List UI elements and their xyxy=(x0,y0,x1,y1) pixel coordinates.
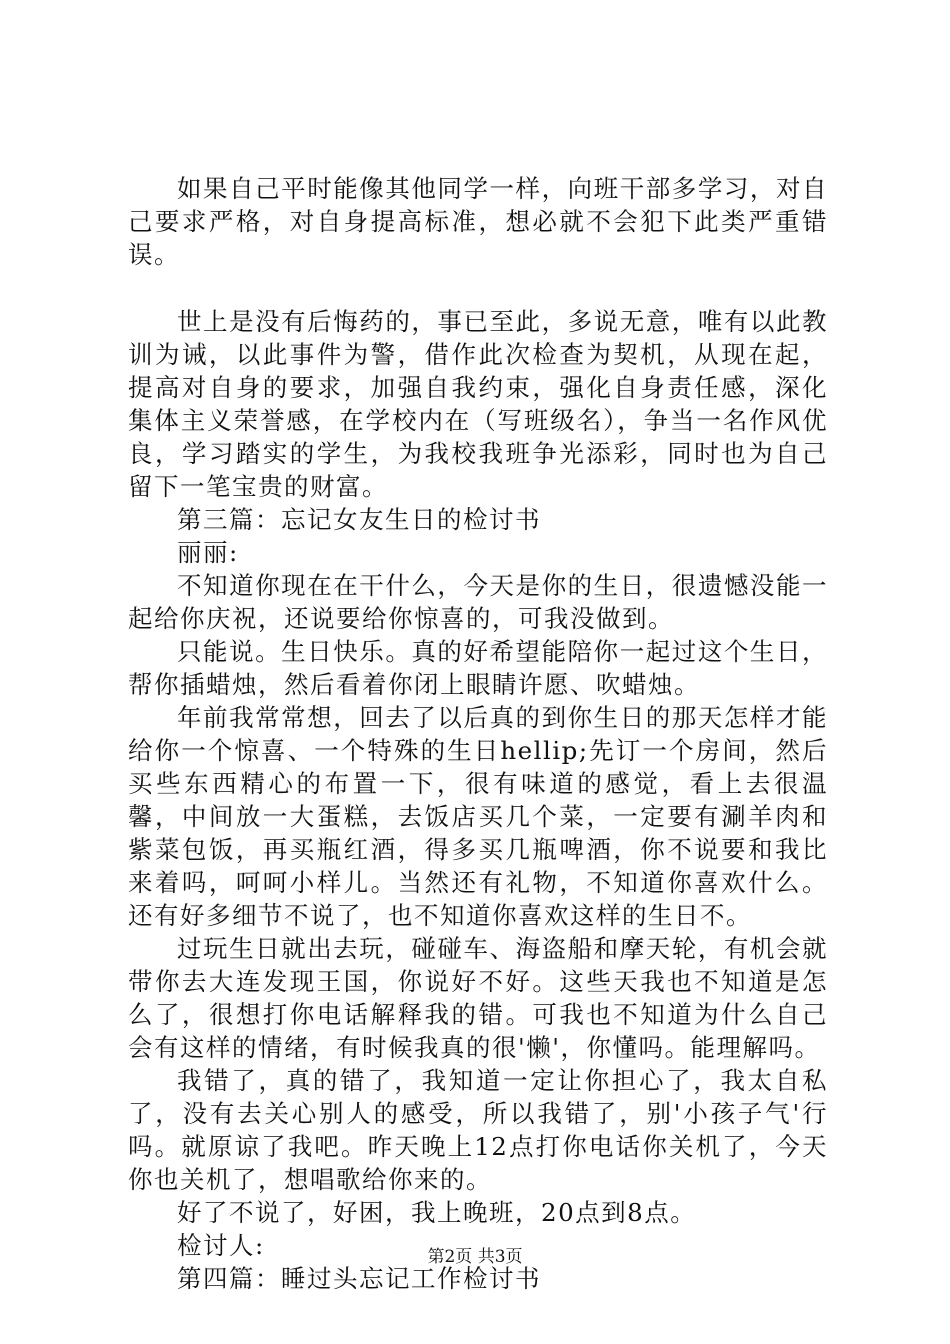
section-3-heading: 第三篇：忘记女友生日的检讨书 xyxy=(177,505,541,534)
letter-paragraph-4: 过玩生日就出去玩，碰碰车、海盗船和摩天轮，有机会就带你去大连发现王国，你说好不好。这些天我也不知道是怎么了，很想打你电话解释我的错。可我也不知道为什么自己会有这样的情绪，有时候我真的很'懒'，你懂吗。能理解吗。 xyxy=(128,934,828,1062)
letter-paragraph-3: 年前我常常想，回去了以后真的到你生日的那天怎样才能给你一个惊喜、一个特殊的生日hellip;先订一个房间，然后买些东西精心的布置一下，很有味道的感觉，看上去很温馨，中间放一大蛋糕，去饭店买几个菜，一定要有涮羊肉和紫菜包饭，再买瓶红酒，得多买几瓶啤酒，你不说要和我比来着吗，呵呵小样儿。当然还有礼物，不知道你喜欢什么。还有好多细节不说了，也不知道你喜欢这样的生日不。 xyxy=(128,703,828,930)
paragraph-spacer xyxy=(128,271,828,305)
section-4-heading: 第四篇：睡过头忘记工作检讨书 xyxy=(177,1264,541,1293)
letter-salutation: 丽丽: xyxy=(177,538,239,567)
letter-paragraph-5: 我错了，真的错了，我知道一定让你担心了，我太自私了，没有去关心别人的感受，所以我错了，别'小孩子气'行吗。就原谅了我吧。昨天晚上12点打你电话你关机了，今天你也关机了，想唱歌给你来的。 xyxy=(128,1066,828,1194)
paragraph-no-regret-medicine: 世上是没有后悔药的，事已至此，多说无意，唯有以此教训为诫，以此事件为警，借作此次检查为契机，从现在起，提高对自身的要求，加强自我约束，强化自身责任感，深化集体主义荣誉感，在学校内在（写班级名），争当一名作风优良，学习踏实的学生，为我校我班争光添彩，同时也为自己留下一笔宝贵的财富。 xyxy=(128,307,828,501)
paragraph-self-discipline: 如果自己平时能像其他同学一样，向班干部多学习，对自己要求严格，对自身提高标准，想必就不会犯下此类严重错误。 xyxy=(128,174,828,269)
document-body xyxy=(128,172,828,1295)
letter-paragraph-1: 不知道你现在在干什么，今天是你的生日，很遗憾没能一起给你庆祝，还说要给你惊喜的，可我没做到。 xyxy=(128,571,828,633)
letter-signature: 检讨人: xyxy=(177,1231,265,1260)
page-footer: 第2页 共3页 xyxy=(427,1247,523,1267)
letter-paragraph-6: 好了不说了，好困，我上晚班，20点到8点。 xyxy=(177,1198,697,1227)
letter-paragraph-2: 只能说。生日快乐。真的好希望能陪你一起过这个生日，帮你插蜡烛，然后看着你闭上眼睛许愿、吹蜡烛。 xyxy=(128,637,828,699)
